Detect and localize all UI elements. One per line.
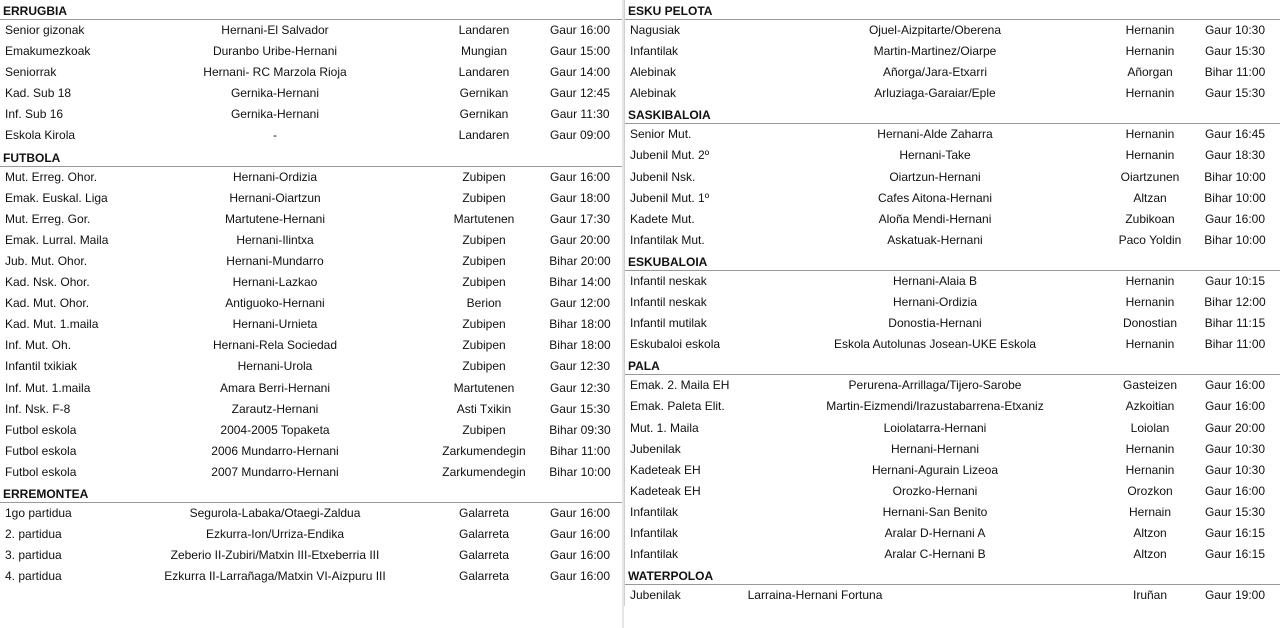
time-cell: Gaur 09:00 [549, 128, 611, 143]
time-cell: Gaur 11:30 [550, 107, 610, 122]
match-cell: Zeberio II-Zubiri/Matxin III-Etxeberria III [170, 548, 380, 563]
venue-cell: Galarreta [458, 569, 510, 584]
time-cell: Gaur 12:30 [549, 359, 611, 374]
right-column [624, 0, 1280, 606]
venue-cell: Hernanin [1125, 295, 1175, 310]
section-title-pala: PALA [625, 355, 1280, 375]
match-cell: Hernani-Hernani [890, 441, 980, 456]
venue-cell: Añorgan [1127, 65, 1173, 80]
category-cell: Seniorrak [5, 65, 57, 80]
venue-cell: Hernain [1128, 504, 1172, 519]
time-cell: Gaur 16:15 [1204, 525, 1266, 540]
table-row [625, 502, 1280, 523]
time-cell: Gaur 16:00 [1204, 399, 1266, 414]
category-cell: Senior gizonak [5, 23, 85, 37]
table-row [0, 314, 622, 335]
time-cell: Gaur 16:00 [549, 548, 611, 563]
match-cell: Orozko-Hernani [892, 483, 978, 498]
table-row [0, 125, 622, 146]
match-cell: Gernika-Hernani [230, 107, 320, 122]
category-cell: Infantilak [630, 504, 679, 519]
table-row [0, 83, 622, 104]
venue-cell: Iruñan [1132, 588, 1168, 603]
category-cell: Jub. Mut. Ohor. [5, 253, 88, 268]
time-cell: Gaur 16:45 [1204, 127, 1266, 142]
table-row [625, 334, 1280, 355]
table-row [0, 209, 622, 230]
match-cell: Askatuak-Hernani [887, 232, 983, 247]
venue-cell: Landaren [458, 128, 510, 143]
venue-cell: Hernanin [1125, 337, 1175, 352]
match-cell: Hernani-Agurain Lizeoa [871, 462, 999, 477]
match-cell: Hernani-Take [899, 148, 971, 163]
table-row [0, 545, 622, 566]
table-row [625, 41, 1280, 62]
venue-cell: Azkoitian [1125, 399, 1175, 414]
match-cell: Ezkurra II-Larrañaga/Matxin VI-Aizpuru III [164, 569, 386, 584]
time-cell: Gaur 16:00 [549, 23, 611, 37]
venue-cell: Zarkumendegin [442, 464, 526, 479]
category-cell: Infantil neskak [630, 295, 707, 310]
venue-cell: Martutenen [453, 211, 515, 226]
table-row [625, 230, 1280, 251]
table-row [0, 420, 622, 441]
venue-cell: Hernanin [1125, 44, 1175, 59]
table-row [625, 292, 1280, 313]
category-cell: Alebinak [630, 65, 677, 80]
match-cell: Hernani- RC Marzola Rioja [203, 65, 347, 80]
match-cell: Cafes Aitona-Hernani [877, 190, 993, 205]
venue-cell: Altzan [1133, 190, 1167, 205]
venue-cell: Gernikan [459, 107, 509, 122]
match-cell: Hernani-Rela Sociedad [212, 338, 338, 353]
venue-cell: Galarreta [458, 527, 510, 542]
time-cell: Gaur 19:00 [1204, 588, 1266, 603]
table-row [0, 167, 622, 188]
match-cell: Hernani-Ordizia [892, 295, 978, 310]
match-cell: Aralar C-Hernani B [884, 547, 986, 562]
category-cell: Futbol eskola [5, 464, 77, 479]
time-cell: Gaur 15:30 [1204, 86, 1266, 101]
left-column [0, 0, 622, 587]
table-row [0, 524, 622, 545]
venue-cell: Oiartzunen [1120, 169, 1180, 184]
match-cell: Zarautz-Hernani [231, 401, 319, 416]
table-row [0, 188, 622, 209]
table-row [0, 441, 622, 462]
time-cell: Gaur 10:15 [1204, 273, 1266, 288]
time-cell: Gaur 20:00 [1204, 420, 1266, 435]
table-row [0, 378, 622, 399]
time-cell: Gaur 12:30 [549, 380, 611, 395]
match-cell: Antiguoko-Hernani [225, 296, 325, 311]
table-row [625, 375, 1280, 396]
match-cell: Aloña Mendi-Hernani [878, 211, 992, 226]
venue-cell: Zubipen [462, 232, 506, 247]
table-row [625, 460, 1280, 481]
category-cell: Mut. Erreg. Ohor. [5, 169, 98, 184]
category-cell: Infantil mutilak [630, 316, 707, 331]
match-cell: Hernani-Lazkao [232, 275, 318, 290]
venue-cell: Altzon [1133, 525, 1167, 540]
match-cell: Hernani-Urnieta [232, 317, 318, 332]
table-row [625, 188, 1280, 209]
match-cell: 2004-2005 Topaketa [220, 422, 330, 437]
match-cell: Arluziaga-Garaiar/Eple [874, 86, 996, 101]
match-cell: Hernani-Alde Zaharra [877, 127, 993, 142]
table-row [625, 523, 1280, 544]
time-cell: Gaur 16:00 [1204, 483, 1266, 498]
time-cell: Gaur 10:30 [1204, 441, 1266, 456]
match-cell: Perurena-Arrillaga/Tijero-Sarobe [848, 378, 1022, 393]
time-cell: Bihar 18:00 [549, 338, 611, 353]
table-row [625, 585, 1280, 606]
venue-cell: Hernanin [1125, 273, 1175, 288]
category-cell: Emakumezkoak [5, 44, 91, 59]
venue-cell: Landaren [458, 65, 510, 80]
category-cell: Jubenilak [630, 441, 681, 456]
time-cell: Bihar 18:00 [549, 317, 611, 332]
match-cell: Hernani-San Benito [882, 504, 988, 519]
venue-cell: Hernanin [1125, 148, 1175, 163]
time-cell: Gaur 18:00 [549, 190, 611, 205]
category-cell: Mut. Erreg. Gor. [5, 211, 91, 226]
category-cell: 3. partidua [5, 548, 62, 563]
venue-cell: Orozkon [1127, 483, 1173, 498]
match-cell: Añorga/Jara-Etxarri [882, 65, 988, 80]
table-row [625, 418, 1280, 439]
match-cell: Ezkurra-Ion/Urriza-Endika [205, 527, 345, 542]
category-cell: 1go partidua [5, 505, 72, 520]
venue-cell: Zubipen [462, 275, 506, 290]
time-cell: Gaur 10:30 [1204, 23, 1266, 37]
time-cell: Gaur 16:00 [1204, 378, 1266, 393]
match-cell: - [273, 128, 277, 143]
category-cell: Infantilak [630, 44, 679, 59]
section-title-errugbia: ERRUGBIA [0, 0, 622, 20]
venue-cell: Donostian [1122, 316, 1178, 331]
match-cell: Hernani-El Salvador [221, 23, 329, 37]
category-cell: Jubenil Nsk. [630, 169, 696, 184]
match-cell: 2007 Mundarro-Hernani [211, 464, 339, 479]
match-cell: Larraina-Hernani Fortuna [747, 588, 883, 603]
venue-cell: Zubipen [462, 359, 506, 374]
time-cell: Gaur 14:00 [549, 65, 611, 80]
time-cell: Gaur 15:30 [1204, 504, 1266, 519]
match-cell: Hernani-Oiartzun [229, 190, 321, 205]
category-cell: Jubenil Mut. 1º [630, 190, 710, 205]
table-row [625, 62, 1280, 83]
table-row [625, 145, 1280, 166]
venue-cell: Zarkumendegin [442, 443, 526, 458]
category-cell: Infantilak Mut. [630, 232, 705, 247]
section-title-erremontea: ERREMONTEA [0, 483, 622, 503]
match-cell: Ojuel-Aizpitarte/Oberena [868, 23, 1002, 37]
time-cell: Gaur 20:00 [549, 232, 611, 247]
time-cell: Gaur 15:00 [549, 44, 611, 59]
time-cell: Gaur 12:45 [549, 86, 611, 101]
time-cell: Bihar 12:00 [1204, 295, 1266, 310]
category-cell: Inf. Sub 16 [5, 107, 64, 122]
time-cell: Gaur 17:30 [549, 211, 611, 226]
table-row [625, 481, 1280, 502]
category-cell: 2. partidua [5, 527, 62, 542]
category-cell: Alebinak [630, 86, 677, 101]
match-cell: Amara Berri-Hernani [219, 380, 331, 395]
match-cell: Aralar D-Hernani A [884, 525, 986, 540]
time-cell: Bihar 11:00 [549, 443, 611, 458]
category-cell: Emak. Lurral. Maila [5, 232, 109, 247]
time-cell: Gaur 16:00 [549, 569, 611, 584]
category-cell: Nagusiak [630, 23, 681, 37]
time-cell: Gaur 15:30 [549, 401, 611, 416]
table-row [0, 356, 622, 377]
category-cell: Futbol eskola [5, 443, 77, 458]
table-row [0, 293, 622, 314]
match-cell: Martutene-Hernani [224, 211, 326, 226]
venue-cell: Loiolan [1130, 420, 1170, 435]
time-cell: Bihar 20:00 [549, 253, 611, 268]
table-row [625, 313, 1280, 334]
category-cell: Kadeteak EH [630, 462, 701, 477]
category-cell: Jubenilak [630, 588, 681, 603]
category-cell: Eskubaloi eskola [630, 337, 721, 352]
venue-cell: Paco Yoldin [1118, 232, 1182, 247]
table-row [625, 124, 1280, 145]
category-cell: Infantil neskak [630, 273, 707, 288]
table-row [0, 566, 622, 587]
category-cell: 4. partidua [5, 569, 62, 584]
venue-cell: Zubipen [462, 317, 506, 332]
category-cell: Emak. 2. Maila EH [630, 378, 730, 393]
venue-cell: Hernanin [1125, 86, 1175, 101]
match-cell: Hernani-Ordizia [232, 169, 318, 184]
venue-cell: Zubipen [462, 190, 506, 205]
category-cell: Kad. Mut. Ohor. [5, 296, 90, 311]
category-cell: Mut. 1. Maila [630, 420, 699, 435]
time-cell: Gaur 16:00 [1204, 211, 1266, 226]
table-row [0, 41, 622, 62]
section-title-saskibaloia: SASKIBALOIA [625, 104, 1280, 124]
category-cell: Jubenil Mut. 2º [630, 148, 710, 163]
venue-cell: Zubipen [462, 169, 506, 184]
table-row [625, 83, 1280, 104]
category-cell: Inf. Mut. 1.maila [5, 380, 91, 395]
venue-cell: Hernanin [1125, 462, 1175, 477]
match-cell: Loiolatarra-Hernani [883, 420, 987, 435]
table-row [0, 20, 622, 41]
match-cell: Donostia-Hernani [888, 316, 982, 331]
venue-cell: Hernanin [1125, 441, 1175, 456]
venue-cell: Zubikoan [1125, 211, 1175, 226]
time-cell: Bihar 11:00 [1204, 337, 1266, 352]
table-row [0, 272, 622, 293]
section-title-waterpoloa: WATERPOLOA [625, 565, 1280, 585]
table-row [0, 230, 622, 251]
match-cell: 2006 Mundarro-Hernani [211, 443, 339, 458]
time-cell: Bihar 10:00 [1204, 232, 1266, 247]
venue-cell: Gernikan [459, 86, 509, 101]
category-cell: Emak. Paleta Elit. [630, 399, 725, 414]
table-row [625, 396, 1280, 417]
venue-cell: Gasteizen [1122, 378, 1178, 393]
match-cell: Gernika-Hernani [230, 86, 320, 101]
match-cell: Duranbo Uribe-Hernani [212, 44, 338, 59]
table-row [625, 209, 1280, 230]
match-cell: Hernani-Ilintxa [236, 232, 314, 247]
table-row [625, 167, 1280, 188]
match-cell: Hernani-Mundarro [226, 253, 324, 268]
venue-cell: Zubipen [462, 338, 506, 353]
category-cell: Kad. Sub 18 [5, 86, 72, 101]
time-cell: Bihar 10:00 [1204, 169, 1266, 184]
venue-cell: Hernanin [1125, 127, 1175, 142]
time-cell: Gaur 12:00 [549, 296, 611, 311]
table-row [0, 251, 622, 272]
venue-cell: Galarreta [458, 548, 510, 563]
category-cell: Futbol eskola [5, 422, 77, 437]
category-cell: Kad. Mut. 1.maila [5, 317, 99, 332]
venue-cell: Galarreta [458, 505, 510, 520]
category-cell: Infantilak [630, 525, 679, 540]
match-cell: Oiartzun-Hernani [889, 169, 981, 184]
section-title-eskubaloia: ESKUBALOIA [625, 251, 1280, 271]
match-cell: Martin-Martinez/Oiarpe [873, 44, 997, 59]
time-cell: Bihar 11:00 [1204, 65, 1266, 80]
category-cell: Eskola Kirola [5, 128, 76, 143]
time-cell: Gaur 16:00 [549, 505, 611, 520]
category-cell: Senior Mut. [630, 127, 692, 142]
category-cell: Kadeteak EH [630, 483, 701, 498]
venue-cell: Hernanin [1125, 23, 1175, 37]
venue-cell: Altzon [1133, 547, 1167, 562]
table-row [625, 439, 1280, 460]
category-cell: Inf. Nsk. F-8 [5, 401, 71, 416]
venue-cell: Zubipen [462, 253, 506, 268]
venue-cell: Berion [466, 296, 502, 311]
match-cell: Hernani-Urola [237, 359, 313, 374]
section-title-esku-pelota: ESKU PELOTA [625, 0, 1280, 20]
match-cell: Hernani-Alaia B [892, 273, 978, 288]
time-cell: Bihar 14:00 [549, 275, 611, 290]
table-row [625, 544, 1280, 565]
time-cell: Gaur 16:15 [1204, 547, 1266, 562]
table-row [625, 271, 1280, 292]
time-cell: Gaur 16:00 [549, 169, 611, 184]
time-cell: Gaur 18:30 [1204, 148, 1266, 163]
match-cell: Eskola Autolunas Josean-UKE Eskola [833, 337, 1037, 352]
category-cell: Infantilak [630, 547, 679, 562]
section-title-futbola: FUTBOLA [0, 147, 622, 167]
venue-cell: Mungian [460, 44, 508, 59]
time-cell: Bihar 10:00 [549, 464, 611, 479]
venue-cell: Asti Txikin [456, 401, 512, 416]
table-row [625, 20, 1280, 41]
category-cell: Kadete Mut. [630, 211, 695, 226]
category-cell: Emak. Euskal. Liga [5, 190, 108, 205]
category-cell: Kad. Nsk. Ohor. [5, 275, 90, 290]
table-row [0, 462, 622, 483]
table-row [0, 503, 622, 524]
time-cell: Bihar 11:15 [1204, 316, 1266, 331]
category-cell: Infantil txikiak [5, 359, 78, 374]
venue-cell: Martutenen [453, 380, 515, 395]
table-row [0, 62, 622, 83]
venue-cell: Zubipen [462, 422, 506, 437]
category-cell: Inf. Mut. Oh. [5, 338, 72, 353]
time-cell: Gaur 10:30 [1204, 462, 1266, 477]
time-cell: Bihar 10:00 [1204, 190, 1266, 205]
match-cell: Segurola-Labaka/Otaegi-Zaldua [189, 505, 361, 520]
match-cell: Martin-Eizmendi/Irazustabarrena-Etxaniz [826, 399, 1044, 414]
venue-cell: Landaren [458, 23, 510, 37]
table-row [0, 104, 622, 125]
time-cell: Bihar 09:30 [549, 422, 611, 437]
table-row [0, 335, 622, 356]
time-cell: Gaur 15:30 [1204, 44, 1266, 59]
table-row [0, 399, 622, 420]
time-cell: Gaur 16:00 [549, 527, 611, 542]
